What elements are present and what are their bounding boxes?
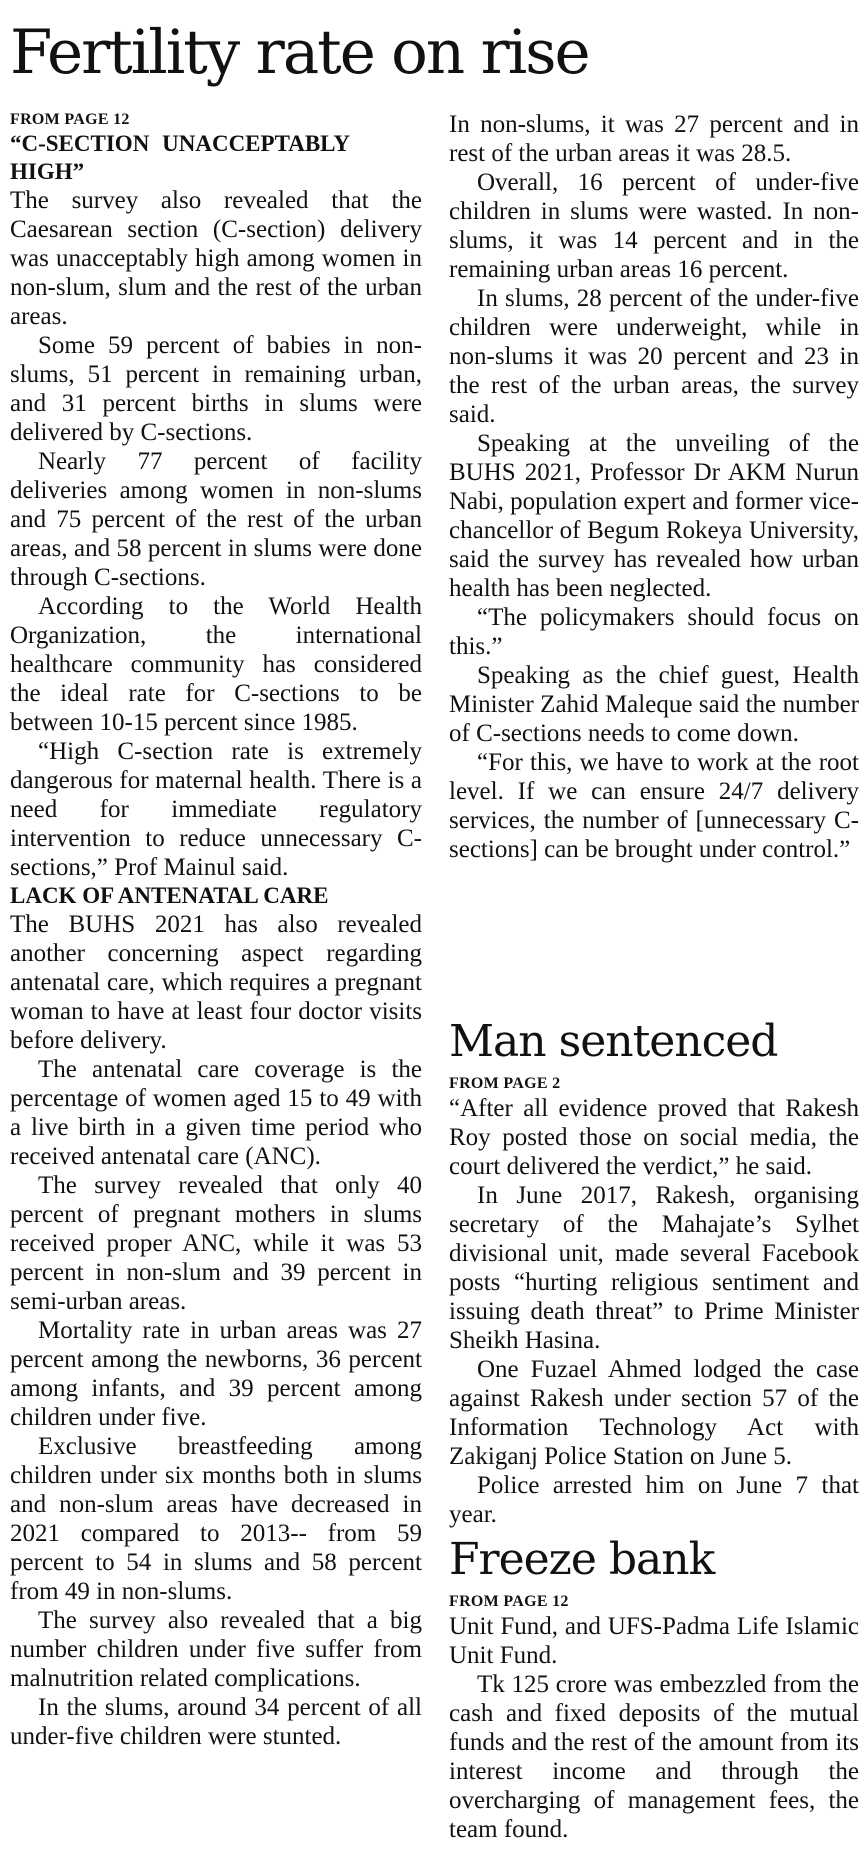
paragraph: “High C-section rate is extremely dangerous for maternal health. There is a need for immediate regulatory intervention to reduce unnecessary C-sections,” Prof Mainul said. bbox=[10, 738, 422, 881]
paragraph: Speaking at the unveiling of the BUHS 2021, Professor Dr AKM Nurun Nabi, population expert and former vice-chancellor of Begum Rokeya University, said the survey has revealed how urban health has been neglected. bbox=[449, 430, 859, 602]
paragraph: In the slums, around 34 percent of all under-five children were stunted. bbox=[10, 1694, 422, 1750]
story3-body bbox=[449, 1592, 859, 1844]
story-man-sentenced bbox=[449, 1016, 859, 1529]
main-headline: Fertility rate on rise bbox=[10, 17, 589, 88]
paragraph: The survey also revealed that a big number children under five suffer from malnutrition related complications. bbox=[10, 1607, 422, 1692]
subhead-c-section: “C-SECTION UNACCEPTABLY HIGH” bbox=[10, 131, 350, 184]
story2-body bbox=[449, 1074, 859, 1529]
main-kicker: FROM PAGE 12 bbox=[10, 111, 130, 128]
paragraph: “For this, we have to work at the root level. If we can ensure 24/7 delivery services, the number of [unnecessary C-sections] can be brought under control.” bbox=[449, 749, 859, 863]
subhead-antenatal: LACK OF ANTENATAL CARE bbox=[10, 883, 329, 908]
main-story-right-column bbox=[449, 110, 859, 864]
paragraph: In slums, 28 percent of the under-five children were underweight, while in non-slums it was 20 percent and 23 in the rest of the urban areas, the survey said. bbox=[449, 285, 859, 428]
story3-headline: Freeze bank bbox=[449, 1534, 715, 1585]
story3-kicker: FROM PAGE 12 bbox=[449, 1593, 569, 1610]
paragraph: Nearly 77 percent of facility deliveries among women in non-slums and 75 percent of the rest of the urban areas, and 58 percent in slums were done through C-sections. bbox=[10, 448, 422, 591]
paragraph: Mortality rate in urban areas was 27 percent among the newborns, 36 percent among infants, and 39 percent among children under five. bbox=[10, 1317, 422, 1431]
paragraph: “After all evidence proved that Rakesh Roy posted those on social media, the court delivered the verdict,” he said. bbox=[449, 1095, 859, 1180]
main-story-left-column bbox=[10, 110, 422, 1751]
paragraph: Speaking as the chief guest, Health Minister Zahid Maleque said the number of C-sections needs to come down. bbox=[449, 662, 859, 747]
paragraph: The BUHS 2021 has also revealed another concerning aspect regarding antenatal care, which requires a pregnant woman to have at least four doctor visits before delivery. bbox=[10, 911, 422, 1054]
paragraph: Unit Fund, and UFS-Padma Life Islamic Unit Fund. bbox=[449, 1613, 859, 1669]
paragraph: “The policymakers should focus on this.” bbox=[449, 604, 859, 660]
paragraph: The antenatal care coverage is the percentage of women aged 15 to 49 with a live birth in a given time period who received antenatal care (ANC). bbox=[10, 1056, 422, 1170]
story2-kicker: FROM PAGE 2 bbox=[449, 1075, 561, 1092]
paragraph: In non-slums, it was 27 percent and in rest of the urban areas it was 28.5. bbox=[449, 111, 859, 167]
paragraph: Police arrested him on June 7 that year. bbox=[449, 1472, 859, 1528]
paragraph: Tk 125 crore was embezzled from the cash and fixed deposits of the mutual funds and the rest of the amount from its interest income and through the overcharging of management fees, the team found. bbox=[449, 1671, 859, 1843]
paragraph: Exclusive breastfeeding among children under six months both in slums and non-slum areas have decreased in 2021 compared to 2013-- from 59 percent to 54 in slums and 58 percent from 49 in non-slums. bbox=[10, 1433, 422, 1605]
paragraph: According to the World Health Organization, the international healthcare community has considered the ideal rate for C-sections to be between 10-15 percent since 1985. bbox=[10, 593, 422, 736]
paragraph: The survey revealed that only 40 percent of pregnant mothers in slums received proper ANC, while it was 53 percent in non-slum and 39 percent in semi-urban areas. bbox=[10, 1172, 422, 1315]
paragraph: One Fuzael Ahmed lodged the case against Rakesh under section 57 of the Information Technology Act with Zakiganj Police Station on June 5. bbox=[449, 1356, 859, 1470]
paragraph: In June 2017, Rakesh, organising secretary of the Mahajate’s Sylhet divisional unit, made several Facebook posts “hurting religious sentiment and issuing death threat” to Prime Minister Sheikh Hasina. bbox=[449, 1182, 859, 1354]
story-freeze-bank bbox=[449, 1534, 859, 1844]
paragraph: Some 59 percent of babies in non-slums, 51 percent in remaining urban, and 31 percent births in slums were delivered by C-sections. bbox=[10, 332, 422, 446]
paragraph: The survey also revealed that the Caesarean section (C-section) delivery was unacceptably high among women in non-slum, slum and the rest of the urban areas. bbox=[10, 187, 422, 330]
paragraph: Overall, 16 percent of under-five children in slums were wasted. In non-slums, it was 14 percent and in the remaining urban areas 16 percent. bbox=[449, 169, 859, 283]
story2-headline: Man sentenced bbox=[449, 1016, 778, 1067]
